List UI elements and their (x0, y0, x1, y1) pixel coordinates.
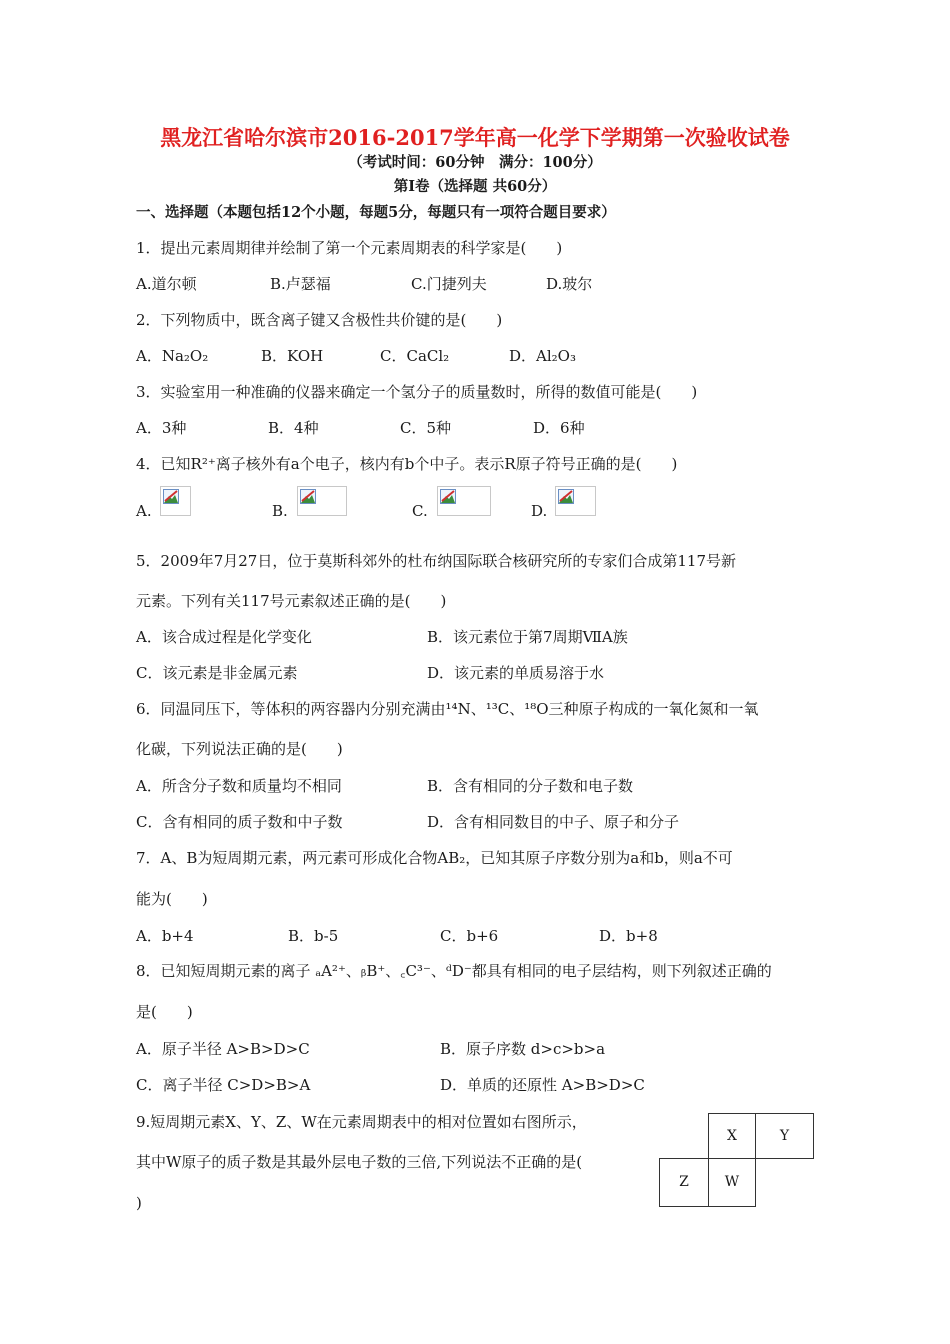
question-5-stem-line-1: 5．2009年7月27日，位于莫斯科郊外的杜布纳国际联合核研究所的专家们合成第117号新 (136, 552, 736, 570)
q2-option-c: C．CaCl₂ (380, 347, 450, 365)
exam-info: （考试时间：60分钟 满分：100分） (348, 154, 602, 171)
q4-option-c: C. (412, 502, 428, 520)
q5-option-c: C．该元素是非金属元素 (136, 664, 298, 682)
q1-option-b: B.卢瑟福 (270, 275, 331, 293)
q4-option-a-image (160, 486, 191, 516)
q8-option-b: B．原子序数 d>c>b>a (440, 1040, 606, 1058)
cell-x: X (708, 1113, 756, 1159)
question-7-stem-line-1: 7．A、B为短周期元素，两元素可形成化合物AB₂，已知其原子序数分别为a和b，则a不可 (136, 849, 733, 867)
q4-option-a: A. (136, 502, 152, 520)
question-7-stem-line-2: 能为( ) (136, 890, 208, 908)
q8-option-c: C．离子半径 C>D>B>A (136, 1076, 311, 1094)
q2-option-b: B．KOH (261, 347, 324, 365)
q2-option-a: A．Na₂O₂ (136, 347, 209, 365)
q4-option-c-image (437, 486, 491, 516)
q4-option-b: B. (272, 502, 288, 520)
question-5-stem-line-2: 元素。下列有关117号元素叙述正确的是( ) (136, 592, 447, 610)
question-6-stem-line-2: 化碳，下列说法正确的是( ) (136, 740, 343, 758)
q3-option-d: D．6种 (533, 419, 585, 437)
q1-option-d: D.玻尔 (546, 275, 593, 293)
q1-option-c: C.门捷列夫 (411, 275, 487, 293)
q7-option-a: A．b+4 (136, 927, 194, 945)
question-8-stem-line-1: 8．已知短周期元素的离子 ₐA²⁺、ᵦB⁺、꜀C³⁻、ᵈD⁻都具有相同的电子层结构，则下列叙述正确的 (136, 962, 772, 980)
cell-z: Z (659, 1158, 709, 1207)
question-6-stem-line-1: 6．同温同压下，等体积的两容器内分别充满由¹⁴N、¹³C、¹⁸O三种原子构成的一氧化氮和一氧 (136, 700, 759, 718)
q7-option-c: C．b+6 (440, 927, 499, 945)
q4-option-b-image (297, 486, 347, 516)
question-9-stem-line-2: 其中W原子的质子数是其最外层电子数的三倍,下列说法不正确的是( (136, 1153, 583, 1171)
cell-y: Y (755, 1113, 814, 1159)
question-1-stem: 1．提出元素周期律并绘制了第一个元素周期表的科学家是( ) (136, 239, 563, 257)
broken-image-icon (440, 489, 456, 504)
q8-option-d: D．单质的还原性 A>B>D>C (440, 1076, 645, 1094)
question-9-stem-line-3: ) (136, 1194, 142, 1212)
q5-option-d: D．该元素的单质易溶于水 (427, 664, 605, 682)
question-2-stem: 2．下列物质中，既含离子键又含极性共价键的是( ) (136, 311, 503, 329)
q6-option-c: C．含有相同的质子数和中子数 (136, 813, 343, 831)
q2-option-d: D．Al₂O₃ (509, 347, 576, 365)
section-title: 一、选择题（本题包括12个小题，每题5分，每题只有一项符合题目要求） (136, 204, 616, 221)
broken-image-icon (300, 489, 316, 504)
q6-option-a: A．所含分子数和质量均不相同 (136, 777, 342, 795)
question-9-stem-line-1: 9.短周期元素X、Y、Z、W在元素周期表中的相对位置如右图所示， (136, 1113, 587, 1131)
question-8-stem-line-2: 是( ) (136, 1003, 193, 1021)
question-4-stem: 4．已知R²⁺离子核外有a个电子，核内有b个中子。表示R原子符号正确的是( ) (136, 455, 678, 473)
q8-option-a: A．原子半径 A>B>D>C (136, 1040, 310, 1058)
question-3-stem: 3．实验室用一种准确的仪器来确定一个氢分子的质量数时，所得的数值可能是( ) (136, 383, 698, 401)
q7-option-b: B．b-5 (288, 927, 339, 945)
q3-option-a: A．3种 (136, 419, 187, 437)
broken-image-icon (163, 489, 179, 504)
part-title: 第Ⅰ卷（选择题 共60分） (393, 178, 557, 195)
q6-option-d: D．含有相同数目的中子、原子和分子 (427, 813, 680, 831)
cell-w: W (708, 1158, 756, 1207)
q4-option-d: D. (531, 502, 548, 520)
broken-image-icon (558, 489, 574, 504)
q6-option-b: B．含有相同的分子数和电子数 (427, 777, 634, 795)
q7-option-d: D．b+8 (599, 927, 658, 945)
q5-option-b: B．该元素位于第7周期ⅦA族 (427, 628, 628, 646)
q5-option-a: A．该合成过程是化学变化 (136, 628, 312, 646)
q3-option-b: B．4种 (268, 419, 319, 437)
q4-option-d-image (555, 486, 596, 516)
q3-option-c: C．5种 (400, 419, 452, 437)
exam-title: 黑龙江省哈尔滨市2016-2017学年高一化学下学期第一次验收试卷 (160, 125, 790, 150)
q1-option-a: A.道尔顿 (136, 275, 197, 293)
